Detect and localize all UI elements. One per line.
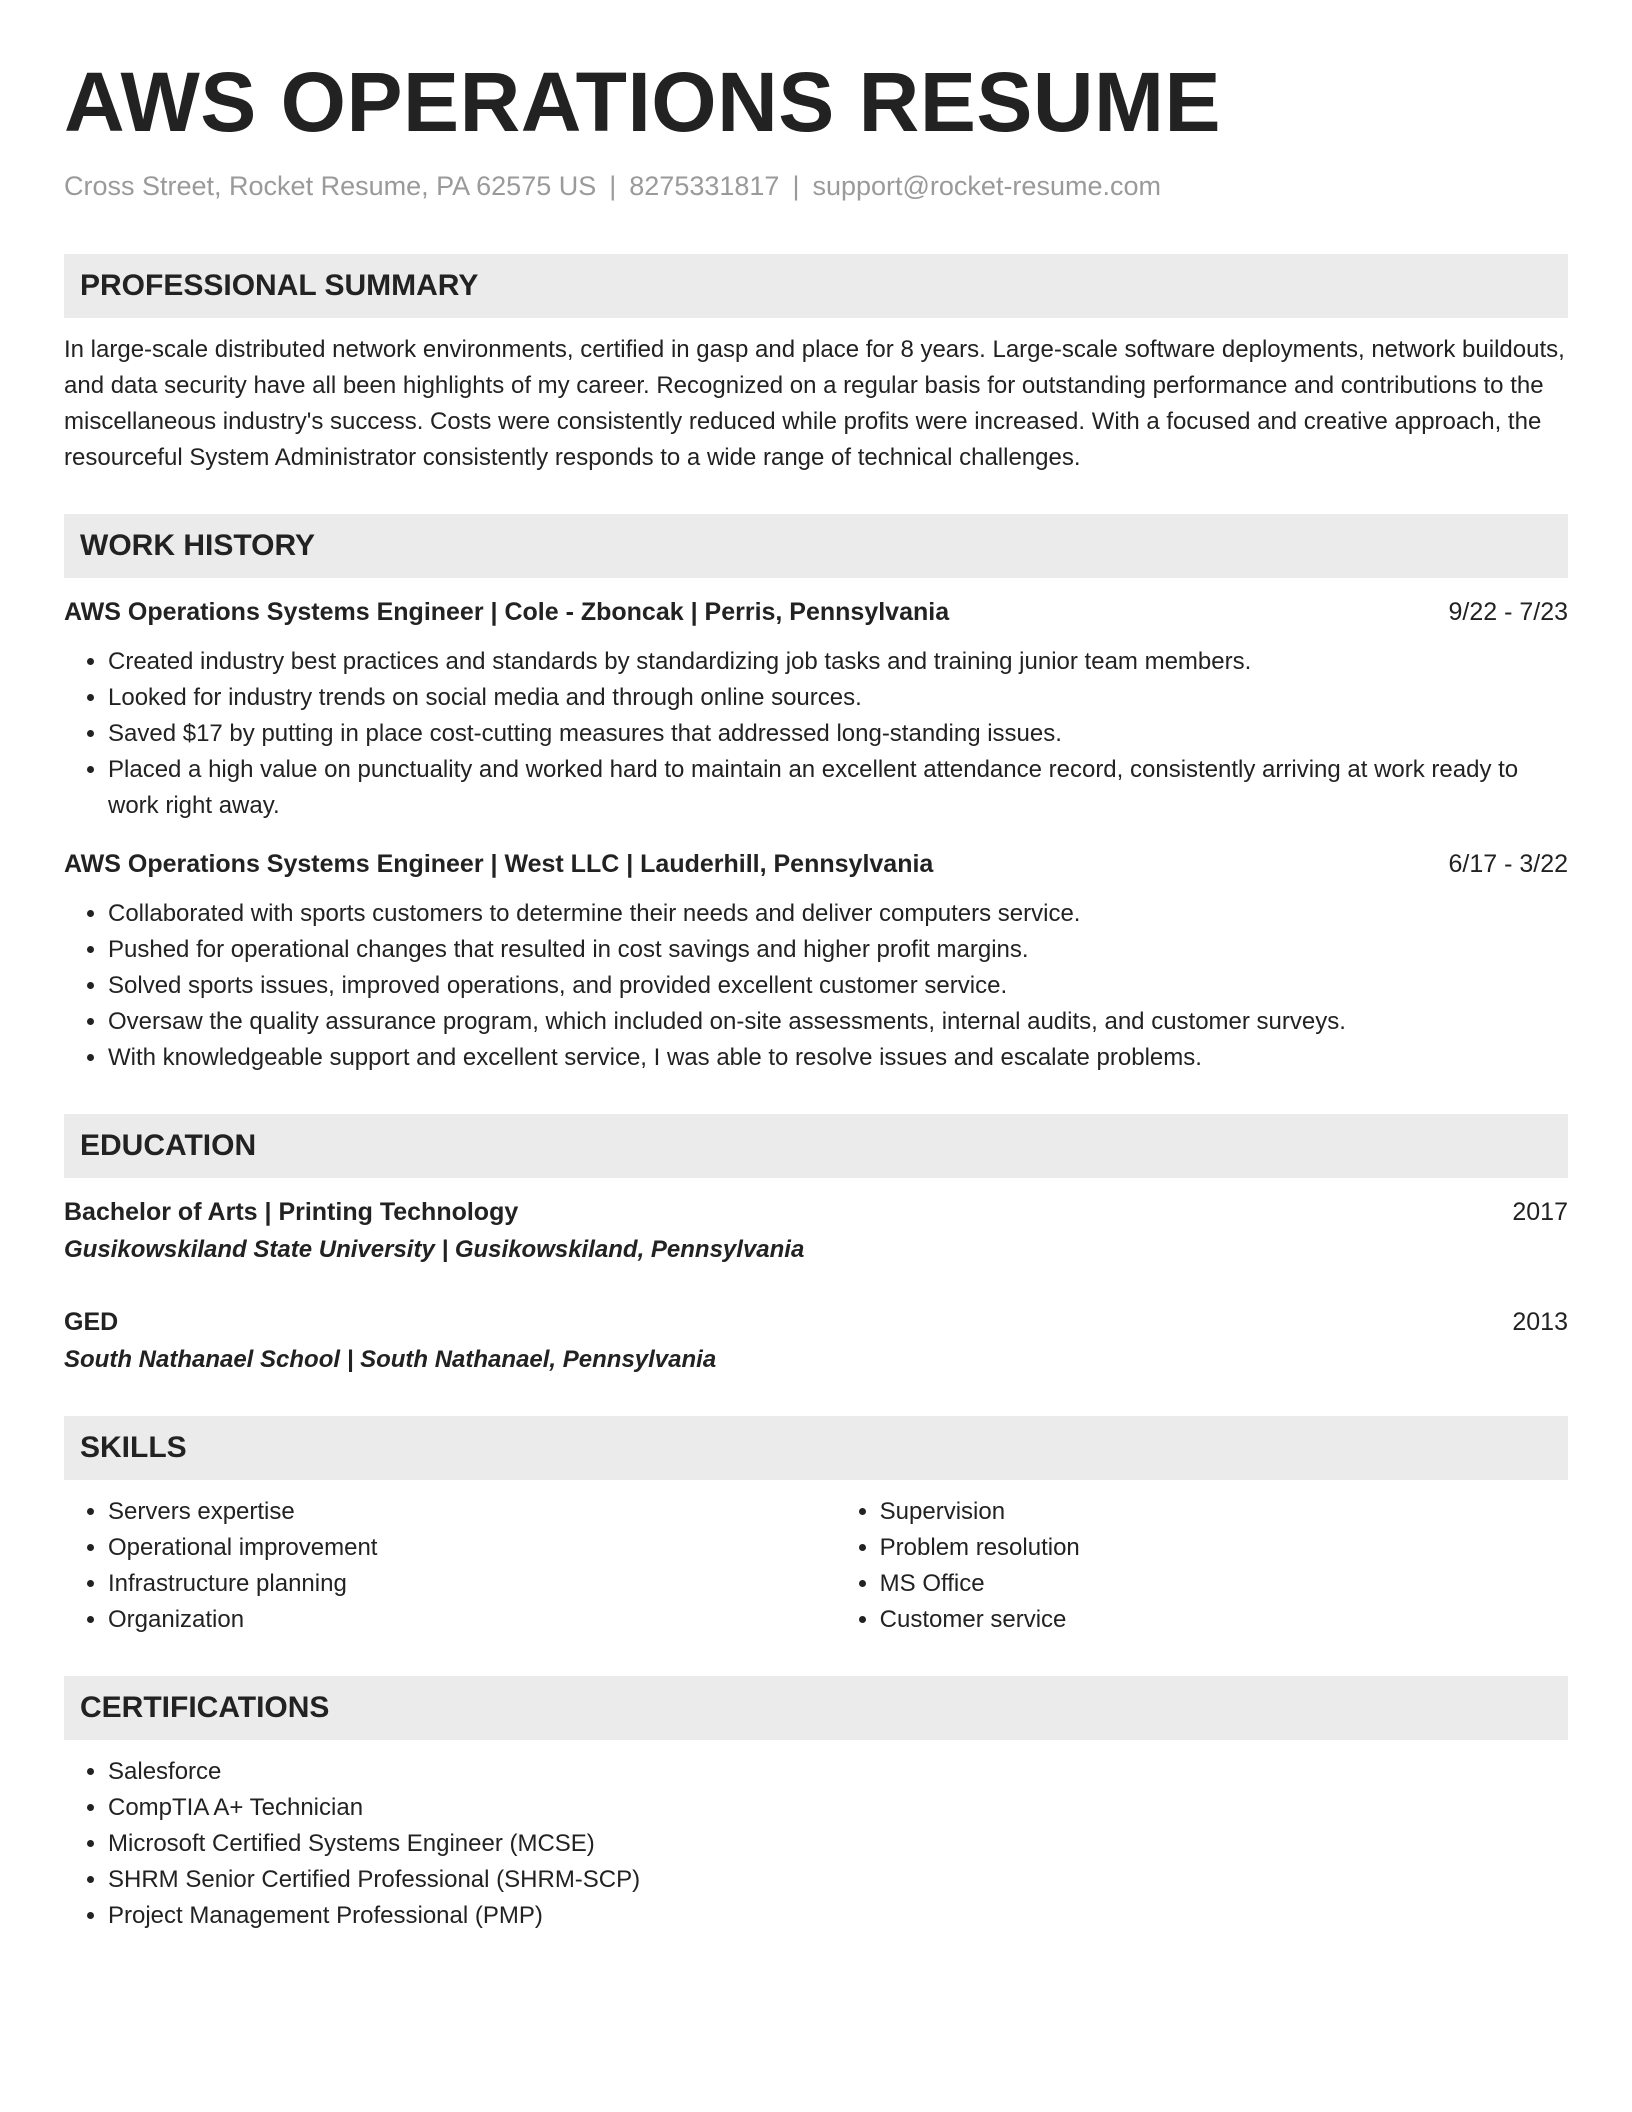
skill-item: • Customer service [880,1602,1568,1638]
job-entry [64,846,1568,1076]
contact-email: support@rocket-resume.com [812,171,1161,201]
education-entry [64,1194,1568,1268]
contact-line [64,168,1568,204]
certification-item: • CompTIA A+ Technician [108,1790,1568,1826]
skill-item: • Problem resolution [880,1530,1568,1566]
skill-item: • Infrastructure planning [108,1566,836,1602]
job-bullet: • Collaborated with sports customers to determine their needs and deliver computers service. [108,896,1568,932]
section-header-summary: PROFESSIONAL SUMMARY [64,254,1568,318]
job-dates: 9/22 - 7/23 [1448,598,1568,626]
job-bullet: • Created industry best practices and standards by standardizing job tasks and training junior team members. [108,644,1568,680]
job-bullets [64,896,1568,1076]
skills-column-1 [64,1494,836,1638]
education-degree: GED [64,1308,119,1336]
skill-item: • Organization [108,1602,836,1638]
education-header [64,1304,1568,1340]
job-title: AWS Operations Systems Engineer | West LLC | Lauderhill, Pennsylvania [64,850,934,878]
skills-column-2 [836,1494,1568,1638]
section-header-education: EDUCATION [64,1114,1568,1178]
job-bullet: • Solved sports issues, improved operations, and provided excellent customer service. [108,968,1568,1004]
education-degree: Bachelor of Arts | Printing Technology [64,1198,519,1226]
job-bullet: • Pushed for operational changes that resulted in cost savings and higher profit margins. [108,932,1568,968]
job-header [64,846,1568,882]
summary-text: In large-scale distributed network environments, certified in gasp and place for 8 years. Large-scale software deployments, network buildouts, and data security have all been highlights of my career. Recognized on a regular basis for outstanding performance and contributions to the miscellaneous industry's success. Costs were consistently reduced while profits were increased. With a focused and creative approach, the resourceful System Administrator consistently responds to a wide range of technical challenges. [64,336,1565,471]
skills-grid [64,1480,1568,1638]
job-bullet: • Oversaw the quality assurance program, which included on-site assessments, internal audits, and customer surveys. [108,1004,1568,1040]
contact-separator: | [792,171,800,201]
certification-item: • Microsoft Certified Systems Engineer (MCSE) [108,1826,1568,1862]
job-dates: 6/17 - 3/22 [1448,850,1568,878]
job-title: AWS Operations Systems Engineer | Cole - Zboncak | Perris, Pennsylvania [64,598,950,626]
job-bullet: • Saved $17 by putting in place cost-cutting measures that addressed long-standing issues. [108,716,1568,752]
job-bullet: • Looked for industry trends on social media and through online sources. [108,680,1568,716]
resume-page [64,52,1568,1934]
contact-separator: | [609,171,617,201]
contact-address: Cross Street, Rocket Resume, PA 62575 US [64,171,597,201]
contact-phone: 8275331817 [629,171,780,201]
resume-title: AWS OPERATIONS RESUME [64,55,1222,149]
education-entry [64,1304,1568,1378]
education-school: Gusikowskiland State University | Gusikowskiland, Pennsylvania [64,1236,805,1263]
section-header-skills: SKILLS [64,1416,1568,1480]
certification-item: • Salesforce [108,1754,1568,1790]
certification-item: • SHRM Senior Certified Professional (SHRM-SCP) [108,1862,1568,1898]
certifications-list [64,1754,1568,1934]
job-entry [64,594,1568,824]
section-header-certifications: CERTIFICATIONS [64,1676,1568,1740]
skill-item: • Supervision [880,1494,1568,1530]
job-bullet: • Placed a high value on punctuality and worked hard to maintain an excellent attendance record, consistently arriving at work ready to work right away. [108,752,1568,824]
section-header-work-history: WORK HISTORY [64,514,1568,578]
education-year: 2013 [1512,1308,1568,1336]
certification-item: • Project Management Professional (PMP) [108,1898,1568,1934]
education-year: 2017 [1512,1198,1568,1226]
skill-item: • Operational improvement [108,1530,836,1566]
job-bullet: • With knowledgeable support and excellent service, I was able to resolve issues and escalate problems. [108,1040,1568,1076]
education-school: South Nathanael School | South Nathanael, Pennsylvania [64,1346,717,1373]
education-header [64,1194,1568,1230]
skill-item: • Servers expertise [108,1494,836,1530]
skill-item: • MS Office [880,1566,1568,1602]
job-header [64,594,1568,630]
job-bullets [64,644,1568,824]
